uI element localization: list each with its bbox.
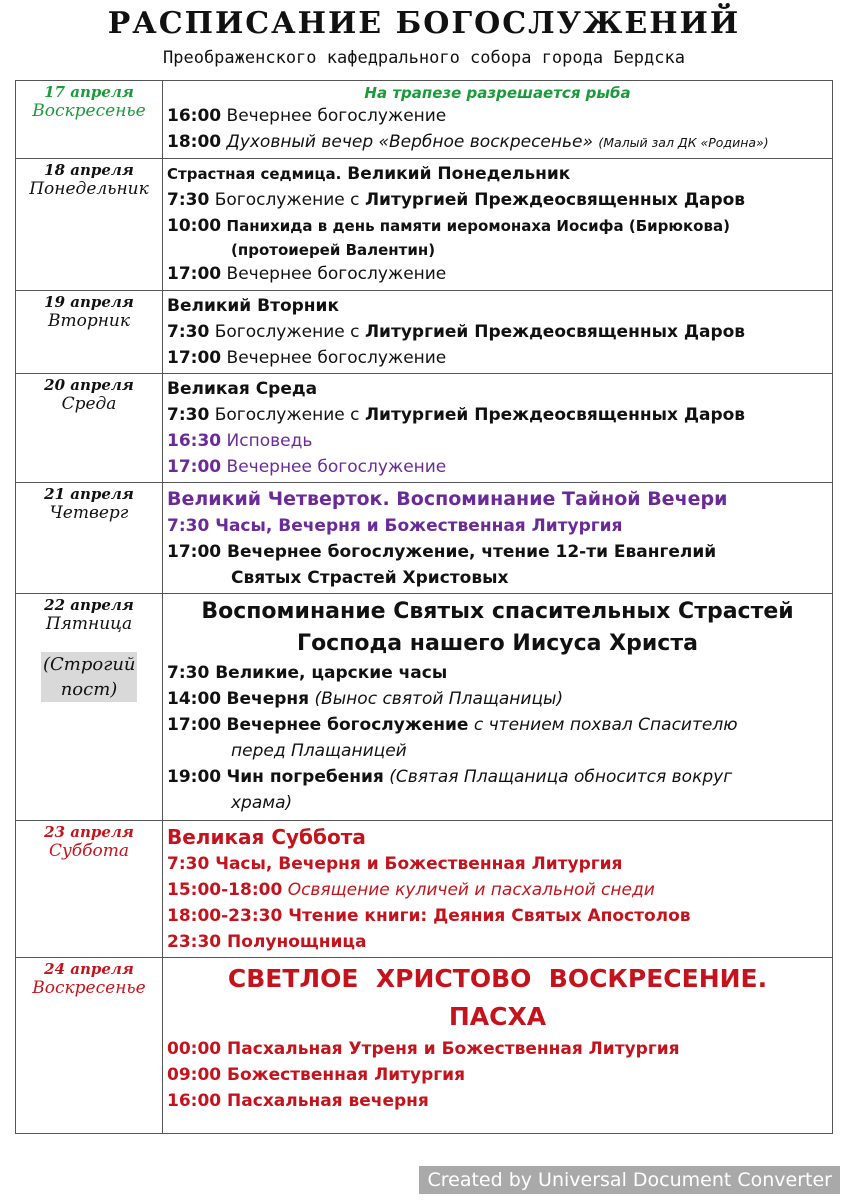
event-text: Часы, Вечерня и Божественная Литургия: [215, 516, 623, 536]
event-pre: Богослужение с: [214, 190, 360, 210]
event-time: 17:00: [167, 715, 222, 735]
day-date: 19 апреля: [44, 293, 134, 311]
event-extra: с чтением похвал Спасителю: [473, 715, 738, 735]
event-line: [167, 712, 828, 738]
event-time: 7:30: [167, 322, 210, 342]
day-row-17: [16, 81, 833, 159]
day-date: 24 апреля: [44, 960, 134, 978]
day-weekday: Понедельник: [29, 179, 149, 199]
event-time: 7:30: [167, 190, 210, 210]
day-weekday: Воскресенье: [32, 978, 146, 998]
event-line: [167, 877, 828, 903]
day-cell: [16, 594, 163, 821]
event-line: [167, 903, 828, 929]
event-time: 7:30: [167, 516, 210, 536]
day-row-21: [16, 483, 833, 594]
event-text: Божественная Литургия: [227, 1065, 465, 1085]
event-prefix: Страстная седмица.: [167, 165, 342, 183]
event-extra: (Святая Плащаница обносится вокруг: [389, 767, 733, 787]
day-cell: [16, 374, 163, 483]
day-row-19: [16, 291, 833, 374]
event-line: [167, 929, 828, 955]
event-time: 23:30: [167, 932, 222, 952]
event-text: Великий Понедельник: [347, 164, 571, 184]
event-note: На трапезе разрешается рыба: [364, 84, 631, 102]
fast-note: (Строгий пост): [43, 654, 136, 700]
event-text: Освящение куличей и пасхальной снеди: [287, 880, 655, 900]
day-weekday: Пятница: [45, 614, 133, 634]
events-cell: [163, 958, 833, 1134]
day-cell: [16, 958, 163, 1134]
schedule-table: [15, 80, 833, 1134]
event-text: Вечернее богослужение: [226, 348, 447, 368]
event-line: [167, 261, 828, 287]
event-time: 17:00: [167, 264, 222, 284]
page-title: РАСПИСАНИЕ БОГОСЛУЖЕНИЙ: [107, 6, 741, 41]
day-weekday: Воскресенье: [32, 101, 146, 121]
events-cell: [163, 291, 833, 374]
event-line: [167, 686, 828, 712]
day-cell: [16, 483, 163, 594]
event-text: Часы, Вечерня и Божественная Литургия: [215, 854, 623, 874]
event-text: Литургией Преждеосвященных Даров: [364, 190, 746, 210]
events-cell: [163, 374, 833, 483]
events-cell: [163, 821, 833, 958]
event-line: [167, 428, 828, 454]
day-weekday: Суббота: [48, 841, 130, 861]
event-text: Вечернее богослужение: [226, 264, 447, 284]
event-line: [167, 103, 828, 129]
event-line: Воспоминание Святых спасительных Страстей: [201, 599, 794, 624]
day-cell: [16, 821, 163, 958]
day-row-22: [16, 594, 833, 821]
event-time: 7:30: [167, 854, 210, 874]
event-time: 16:30: [167, 431, 222, 451]
event-text: Литургией Преждеосвященных Даров: [364, 405, 746, 425]
event-time: 17:00: [167, 348, 222, 368]
event-line: Великая Среда: [167, 379, 318, 399]
event-pre: Богослужение с: [214, 405, 360, 425]
day-row-23: [16, 821, 833, 958]
event-text: Пасхальная Утреня и Божественная Литургия: [227, 1039, 680, 1059]
day-date: 20 апреля: [44, 376, 134, 394]
day-cell: [16, 81, 163, 159]
events-cell: [163, 483, 833, 594]
event-time: 18:00-23:30: [167, 906, 283, 926]
event-line: [167, 660, 828, 686]
event-line: Великая Суббота: [167, 825, 366, 849]
event-line: [167, 213, 828, 239]
event-line: Великий Вторник: [167, 296, 339, 316]
event-line: [167, 129, 828, 156]
day-date: 21 апреля: [44, 485, 134, 503]
event-line: [167, 513, 828, 539]
event-time: 14:00: [167, 689, 222, 709]
event-text: Пасхальная вечерня: [227, 1091, 429, 1111]
event-line: перед Плащаницей: [231, 741, 407, 761]
day-date: 22 апреля: [44, 596, 134, 614]
page-subtitle: Преображенского кафедрального собора города Бердска: [163, 48, 685, 68]
event-line: СВЕТЛОЕ ХРИСТОВО ВОСКРЕСЕНИЕ.: [227, 964, 768, 993]
event-text: Полунощница: [227, 932, 367, 952]
day-date: 23 апреля: [44, 823, 134, 841]
event-pre: Богослужение с: [214, 322, 360, 342]
event-text: Великие, царские часы: [215, 663, 448, 683]
event-line: [167, 454, 828, 480]
event-line: Господа нашего Иисуса Христа: [297, 631, 698, 656]
event-time: 09:00: [167, 1065, 222, 1085]
event-text: Вечернее богослужение: [226, 457, 447, 477]
event-time: 16:00: [167, 106, 222, 126]
event-line: [167, 1036, 828, 1062]
event-line: [167, 161, 828, 187]
event-text: Литургией Преждеосвященных Даров: [364, 322, 746, 342]
event-time: 00:00: [167, 1039, 222, 1059]
event-time: 19:00: [167, 767, 222, 787]
day-date: 18 апреля: [44, 161, 134, 179]
event-line: ПАСХА: [448, 1002, 547, 1031]
day-date: 17 апреля: [44, 83, 134, 101]
event-time: 18:00: [167, 132, 222, 152]
event-text: Чтение книги: Деяния Святых Апостолов: [288, 906, 691, 926]
converter-watermark: Created by Universal Document Converter: [419, 1166, 840, 1194]
event-line: [167, 764, 828, 790]
event-time: 17:00: [167, 457, 222, 477]
event-line: [167, 539, 828, 565]
day-row-24: [16, 958, 833, 1134]
event-time: 7:30: [167, 405, 210, 425]
event-text: Чин погребения: [226, 767, 384, 787]
event-note: (Малый зал ДК «Родина»): [598, 135, 769, 150]
event-line: Святых Страстей Христовых: [231, 568, 509, 588]
event-time: 7:30: [167, 663, 210, 683]
event-time: 15:00-18:00: [167, 880, 283, 900]
events-cell: [163, 81, 833, 159]
event-line: (протоиерей Валентин): [231, 241, 436, 259]
event-line: [167, 402, 828, 428]
event-text: Панихида в день памяти иеромонаха Иосифа (Бирюкова): [226, 217, 730, 235]
event-time: 17:00: [167, 542, 222, 562]
event-line: храма): [231, 793, 293, 813]
event-line: [167, 319, 828, 345]
event-line: [167, 187, 828, 213]
event-line: [167, 345, 828, 371]
events-cell: [163, 159, 833, 291]
event-text: Вечернее богослужение: [226, 106, 447, 126]
event-line: [167, 1088, 828, 1114]
event-extra: (Вынос святой Плащаницы): [314, 689, 564, 709]
event-time: 10:00: [167, 216, 222, 236]
event-text: Духовный вечер «Вербное воскресенье»: [226, 132, 593, 152]
event-line: Великий Четверток. Воспоминание Тайной Вечери: [167, 488, 728, 510]
day-row-20: [16, 374, 833, 483]
event-time: 16:00: [167, 1091, 222, 1111]
day-weekday: Вторник: [47, 311, 131, 331]
event-text: Исповедь: [226, 431, 313, 451]
event-text: Вечернее богослужение: [226, 715, 469, 735]
event-text: Вечерня: [226, 689, 310, 709]
day-cell: [16, 159, 163, 291]
event-line: [167, 851, 828, 877]
events-cell: [163, 594, 833, 821]
day-row-18: [16, 159, 833, 291]
day-weekday: Среда: [61, 394, 117, 414]
event-line: [167, 1062, 828, 1088]
day-weekday: Четверг: [49, 503, 129, 523]
day-cell: [16, 291, 163, 374]
event-text: Вечернее богослужение, чтение 12-ти Евангелий: [227, 542, 717, 562]
